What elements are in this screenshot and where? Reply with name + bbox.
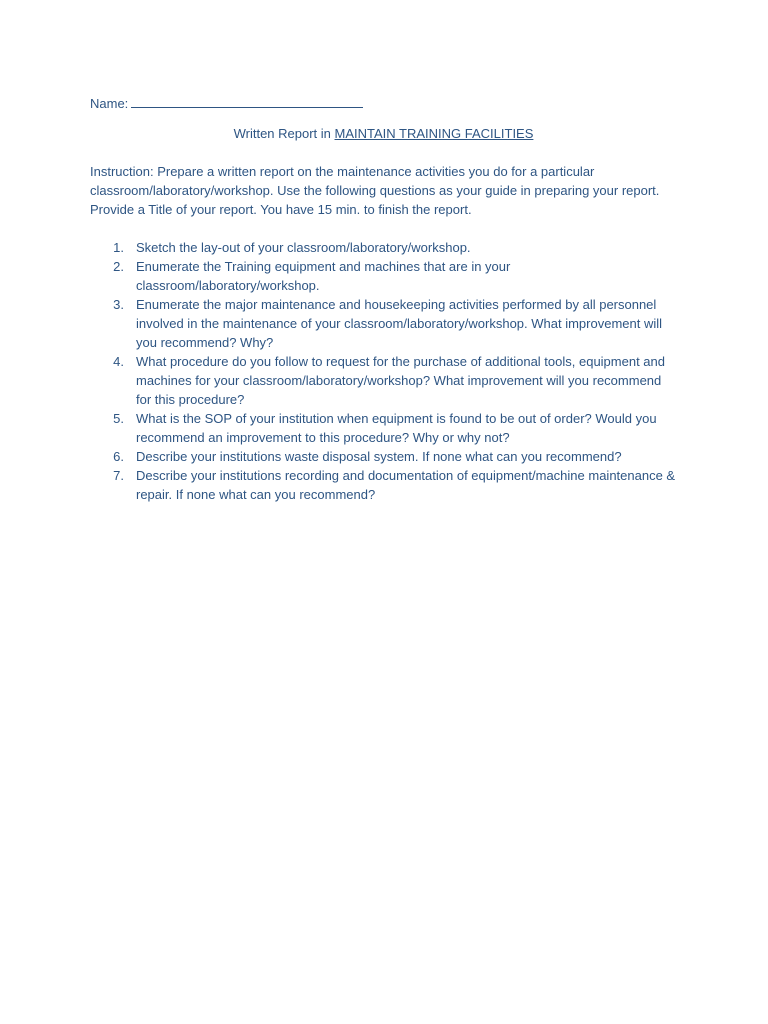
question-item [90, 352, 690, 409]
question-item [90, 238, 690, 257]
question-number: 7. [113, 468, 124, 483]
question-item [90, 447, 690, 466]
question-number: 6. [113, 449, 124, 464]
question-number: 4. [113, 354, 124, 369]
question-text: Sketch the lay-out of your classroom/laboratory/workshop. [136, 240, 471, 255]
question-text: Describe your institutions waste disposal system. If none what can you recommend? [136, 449, 622, 464]
question-number: 5. [113, 411, 124, 426]
name-field-line [90, 93, 363, 113]
question-item [90, 409, 690, 447]
question-text: Describe your institutions recording and documentation of equipment/machine maintenance & repair. If none what can you recommend? [136, 468, 676, 502]
question-text: What is the SOP of your institution when equipment is found to be out of order? Would you recommend an improvement to this procedure? Why or why not? [136, 411, 657, 445]
question-item [90, 295, 690, 352]
report-title-prefix: Written Report in [233, 126, 335, 141]
report-title [90, 124, 677, 143]
report-title-topic: MAINTAIN TRAINING FACILITIES [334, 126, 534, 141]
name-blank-line [131, 93, 363, 108]
question-number: 1. [113, 240, 124, 255]
question-list [90, 238, 690, 504]
question-number: 2. [113, 259, 124, 274]
question-item [90, 466, 690, 504]
question-text: What procedure do you follow to request for the purchase of additional tools, equipment and machines for your classroom/laboratory/workshop? What improvement will you recommend for this procedure? [136, 354, 665, 407]
instruction-paragraph: Instruction: Prepare a written report on the maintenance activities you do for a particular classroom/laboratory/workshop. Use the following questions as your guide in preparing your report. Provide a Title of your report. You have 15 min. to finish the report. [90, 164, 660, 217]
question-number: 3. [113, 297, 124, 312]
name-label: Name: [90, 96, 129, 111]
question-item [90, 257, 690, 295]
question-text: Enumerate the Training equipment and machines that are in your classroom/laboratory/workshop. [136, 259, 511, 293]
question-text: Enumerate the major maintenance and housekeeping activities performed by all personnel involved in the maintenance of your classroom/laboratory/workshop. What improvement will you recommend? Why? [136, 297, 663, 350]
